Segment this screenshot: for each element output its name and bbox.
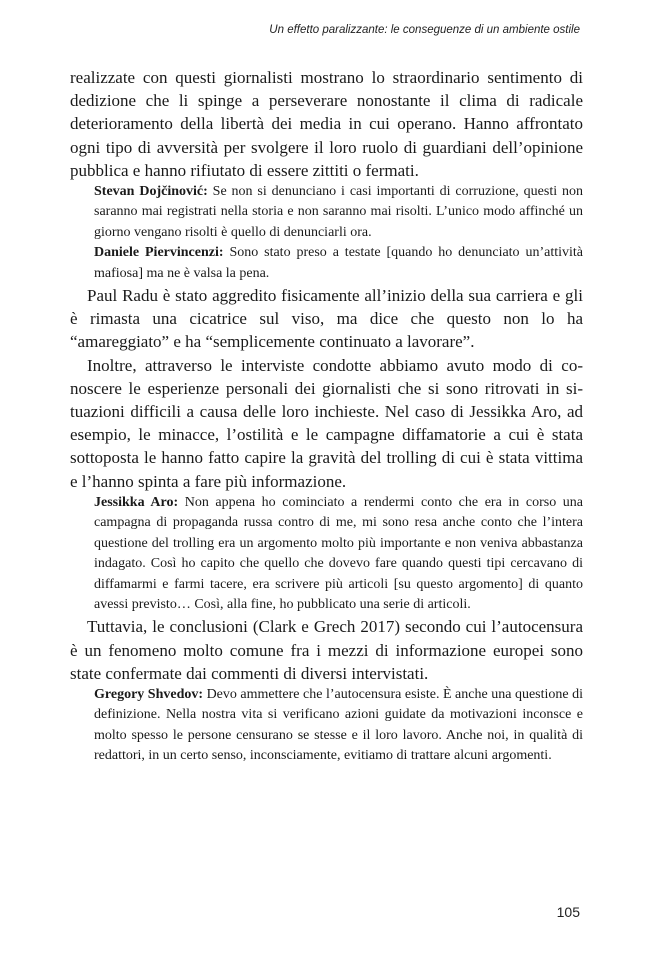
- body-paragraph-1: realizzate con questi giornalisti mostrano lo straordinario sentimento di dedizione che li spinge a perseverare nonostante il clima di radicale deterioramento della libertà dei media in cui operano. Hanno affrontato ogni tipo di avversità per svolgere il loro ruolo di guardiani dell’opinione pubblica e hanno rifiutato di essere zittiti o fermati.: [70, 68, 583, 180]
- quote-text: Non appena ho cominciato a rendermi conto che era in corso una campagna di propaganda russa contro di me, mi sono resa anche conto che l’intera questione del trolling era un argomento molto più importante e non veniva abbastanza indagato. Così ho capito che quello che dovevo fare quando questi tipi cercavano di diffamarmi e farmi tacere, era scrivere più articoli [su questo argomento] di quanto avessi previsto… Così, alla fine, ho pubblicato una serie di articoli.: [94, 494, 583, 612]
- page-number: 105: [556, 904, 580, 920]
- quote-piervincenzi: [94, 243, 583, 284]
- quote-dojcinovic: [94, 182, 583, 243]
- quote-speaker: Stevan Dojčinović:: [94, 184, 208, 200]
- page-body: [70, 66, 583, 767]
- body-paragraph-4: Tuttavia, le conclusioni (Clark e Grech 2017) secondo cui l’autocensura è un fenomeno molto comune fra i mezzi di informazione europei sono state confermate dai commenti di diversi intervistati.: [70, 617, 583, 683]
- running-header: Un effetto paralizzante: le conseguenze di un ambiente ostile: [269, 24, 580, 36]
- quote-aro: [94, 493, 583, 615]
- quote-text: Devo ammettere che l’autocensura esiste. È anche una questione di definizione. Nella nostra vita si verificano azioni guidate da motivazioni inconsce e molto spesso le persone censurano se stesse e il loro lavoro. Anche noi, in qualità di redattori, in un certo senso, inconsciamente, evitiamo di trattare alcuni argomenti.: [94, 686, 584, 764]
- quote-speaker: Daniele Piervincenzi:: [94, 245, 224, 261]
- body-paragraph-3: Inoltre, attraverso le interviste condotte abbiamo avuto modo di conoscere le esperienze personali dei giornalisti che si sono ritrovati in situazioni difficili a causa delle loro inchieste. Nel caso di Jessikka Aro, ad esempio, le minacce, l’ostilità e le campagne diffamatorie a cui è stata sottoposta le hanno fatto capire la gravità del trolling di cui è stata vittima e l’hanno spinta a fare più informazione.: [70, 355, 583, 491]
- quote-speaker: Jessikka Aro:: [94, 494, 179, 510]
- quote-shvedov: [94, 685, 583, 767]
- quote-text: Se non si denunciano i casi importanti di corruzione, questi non saranno mai registrati nella storia e non saranno mai risolti. L’unico modo affinché un giorno vengano risolti è quello di denunciarli ora.: [94, 184, 583, 240]
- quote-speaker: Gregory Shvedov:: [94, 686, 204, 702]
- quote-text: Sono stato preso a testate [quando ho denunciato un’attività mafiosa] ma ne è valsa la pena.: [94, 245, 583, 281]
- body-paragraph-2: Paul Radu è stato aggredito fisicamente all’inizio della sua carriera e gli è rimasta una cicatrice sul viso, ma dice che questo non lo ha “amareggiato” e ha “semplicemente continuato a lavorare”.: [70, 286, 583, 352]
